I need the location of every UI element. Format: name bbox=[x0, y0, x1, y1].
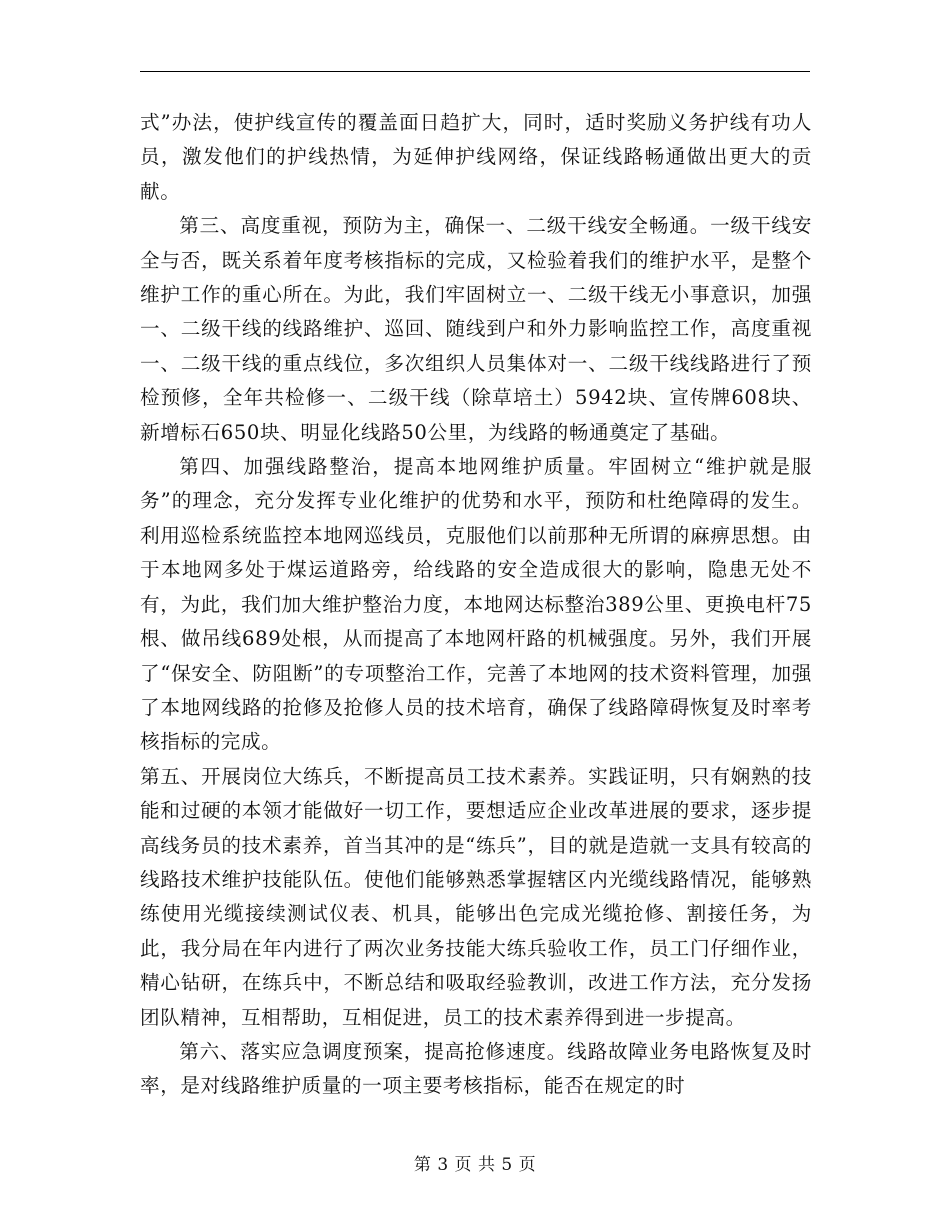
page-number-label: 第 3 页 共 5 页 bbox=[413, 1155, 537, 1175]
paragraph-fourth-point: 第四、加强线路整治，提高本地网维护质量。牢固树立“维护就是服务”的理念，充分发挥专业化维护的优势和水平，预防和杜绝障碍的发生。利用巡检系统监控本地网巡线员，克服他们以前那种无所谓的麻痹思想。由于本地网多处于煤运道路旁，给线路的安全造成很大的影响，隐患无处不有，为此，我们加大维护整治力度，本地网达标整治389公里、更换电杆75根、做吊线689处根，从而提高了本地网杆路的机械强度。另外，我们开展了“保安全、防阻断”的专项整治工作，完善了本地网的技术资料管理，加强了本地网线路的抢修及抢修人员的技术培育，确保了线路障碍恢复及时率考核指标的完成。 bbox=[140, 455, 812, 754]
paragraph-continuation: 式”办法，使护线宣传的覆盖面日趋扩大，同时，适时奖励义务护线有功人员，激发他们的护线热情，为延伸护线网络，保证线路畅通做出更大的贡献。 bbox=[140, 111, 812, 203]
paragraph-third-point: 第三、高度重视，预防为主，确保一、二级干线安全畅通。一级干线安全与否，既关系着年度考核指标的完成，又检验着我们的维护水平，是整个维护工作的重心所在。为此，我们牢固树立一、二级干线无小事意识，加强一、二级干线的线路维护、巡回、随线到户和外力影响监控工作，高度重视一、二级干线的重点线位，多次组织人员集体对一、二级干线线路进行了预检预修，全年共检修一、二级干线（除草培土）5942块、宣传牌608块、新增标石650块、明显化线路50公里，为线路的畅通奠定了基础。 bbox=[140, 214, 812, 444]
paragraph-fifth-point: 第五、开展岗位大练兵，不断提高员工技术素养。实践证明，只有娴熟的技能和过硬的本领才能做好一切工作，要想适应企业改革进展的要求，逐步提高线务员的技术素养，首当其冲的是“练兵”，目的就是造就一支具有较高的线路技术维护技能队伍。使他们能够熟悉掌握辖区内光缆线路情况，能够熟练使用光缆接续测试仪表、机具，能够出色完成光缆抢修、割接任务，为此，我分局在年内进行了两次业务技能大练兵验收工作，员工门仔细作业，精心钻研，在练兵中，不断总结和吸取经验教训，改进工作方法，充分发扬团队精神，互相帮助，互相促进，员工的技术素养得到进一步提高。 bbox=[140, 764, 812, 1029]
document-body bbox=[140, 106, 812, 1104]
paragraph-sixth-point: 第六、落实应急调度预案，提高抢修速度。线路故障业务电路恢复及时率，是对线路维护质量的一项主要考核指标，能否在规定的时 bbox=[140, 1039, 812, 1098]
header-rule bbox=[140, 71, 810, 72]
page-footer bbox=[0, 1150, 950, 1175]
